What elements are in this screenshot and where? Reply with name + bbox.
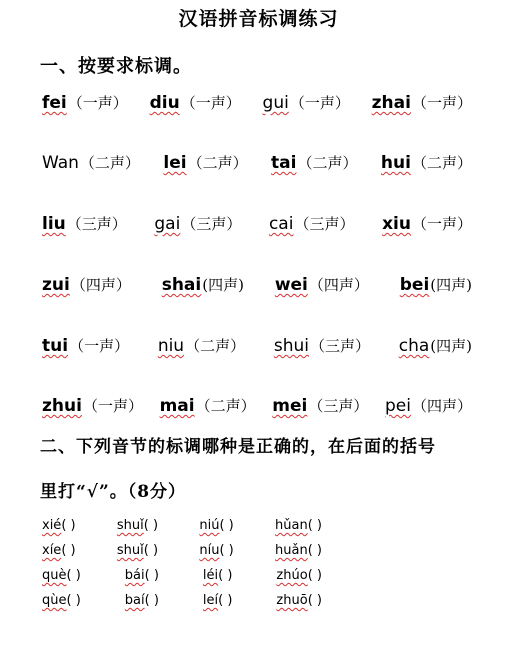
list-item bbox=[117, 518, 158, 533]
list-item bbox=[42, 92, 128, 113]
list-item bbox=[42, 152, 140, 173]
pinyin: niu bbox=[157, 336, 185, 356]
list-item bbox=[372, 92, 472, 113]
pinyin: cai bbox=[268, 214, 294, 234]
list-item bbox=[276, 593, 322, 608]
pinyin: hui bbox=[380, 153, 411, 173]
list-item bbox=[263, 92, 350, 113]
list-item bbox=[272, 395, 368, 416]
syllable: hǔan bbox=[275, 518, 308, 533]
list-item bbox=[125, 593, 159, 608]
pinyin: shai bbox=[161, 275, 202, 295]
pinyin: cha bbox=[398, 336, 430, 356]
pinyin: liu bbox=[42, 214, 66, 234]
tone-label: （二声） bbox=[195, 397, 256, 415]
list-item bbox=[400, 274, 472, 295]
pinyin: lei bbox=[163, 153, 187, 173]
answer-blank[interactable]: ( ) bbox=[307, 593, 322, 608]
list-item bbox=[203, 593, 233, 608]
tone-label: （一声） bbox=[180, 94, 241, 112]
tone-label: （二声） bbox=[411, 154, 472, 172]
choice-row-1 bbox=[42, 518, 322, 533]
syllable: léi bbox=[202, 568, 219, 583]
syllable: huǎn bbox=[275, 543, 308, 558]
tone-label: (四声) bbox=[202, 276, 244, 294]
tone-row-6 bbox=[42, 395, 472, 416]
list-item bbox=[199, 518, 233, 533]
list-item bbox=[125, 568, 159, 583]
syllable: xíe bbox=[42, 543, 62, 558]
list-item bbox=[42, 395, 143, 416]
tone-label: （四声） bbox=[411, 397, 472, 415]
answer-blank[interactable]: ( ) bbox=[307, 543, 322, 558]
answer-blank[interactable]: ( ) bbox=[144, 568, 159, 583]
answer-blank[interactable]: ( ) bbox=[61, 518, 76, 533]
tone-label: （二声） bbox=[185, 337, 246, 355]
pinyin: bei bbox=[399, 275, 430, 295]
list-item bbox=[42, 593, 81, 608]
pinyin: tai bbox=[271, 153, 297, 173]
tone-label: （三声） bbox=[294, 215, 355, 233]
tone-label: （一声） bbox=[411, 94, 472, 112]
tone-row-1 bbox=[42, 92, 472, 113]
page-title: 汉语拼音标调练习 bbox=[178, 8, 339, 30]
list-item bbox=[42, 568, 81, 583]
syllable: shuǐ bbox=[116, 518, 144, 533]
answer-blank[interactable]: ( ) bbox=[218, 593, 233, 608]
answer-blank[interactable]: ( ) bbox=[143, 543, 159, 558]
tone-label: （二声） bbox=[187, 154, 248, 172]
syllable: zhúo bbox=[276, 568, 308, 583]
pinyin: mei bbox=[272, 396, 308, 416]
tone-label: （一声） bbox=[69, 337, 130, 355]
pinyin: xiu bbox=[382, 214, 411, 234]
syllable: bái bbox=[124, 568, 145, 583]
tone-label: （四声） bbox=[70, 276, 131, 294]
tone-label: (四声) bbox=[430, 337, 472, 355]
list-item bbox=[42, 274, 131, 295]
answer-blank[interactable]: ( ) bbox=[307, 568, 322, 583]
list-item bbox=[276, 568, 322, 583]
syllable: baí bbox=[124, 593, 145, 608]
syllable: níu bbox=[199, 543, 220, 558]
tone-label: (四声) bbox=[430, 276, 472, 294]
list-item bbox=[117, 543, 158, 558]
tone-label: （一声） bbox=[67, 94, 128, 112]
answer-blank[interactable]: ( ) bbox=[144, 593, 159, 608]
syllable: qùe bbox=[42, 593, 67, 608]
pinyin: fei bbox=[42, 93, 67, 113]
tone-row-2 bbox=[42, 152, 472, 173]
pinyin: pei bbox=[385, 396, 411, 416]
tone-label: （四声） bbox=[308, 276, 369, 294]
tone-label: （三声） bbox=[309, 337, 370, 355]
pinyin: wei bbox=[274, 275, 308, 295]
choice-row-4 bbox=[42, 593, 322, 608]
choice-row-3 bbox=[42, 568, 322, 583]
list-item bbox=[271, 152, 357, 173]
syllable: niú bbox=[199, 518, 220, 533]
tone-label: （二声） bbox=[297, 154, 358, 172]
choice-grid bbox=[42, 518, 322, 618]
list-item bbox=[42, 213, 127, 234]
tone-label: （三声） bbox=[66, 215, 127, 233]
answer-blank[interactable]: ( ) bbox=[66, 568, 81, 583]
tone-row-3 bbox=[42, 213, 472, 234]
list-item bbox=[42, 543, 76, 558]
list-item bbox=[158, 335, 245, 356]
list-item bbox=[381, 152, 472, 173]
tone-label: （三声） bbox=[308, 397, 369, 415]
syllable: què bbox=[42, 568, 67, 583]
syllable: zhuō bbox=[276, 593, 308, 608]
section1-heading: 一、按要求标调。 bbox=[40, 56, 192, 77]
list-item bbox=[274, 335, 370, 356]
answer-blank[interactable]: ( ) bbox=[218, 568, 233, 583]
pinyin: zhai bbox=[371, 93, 411, 113]
list-item bbox=[199, 543, 233, 558]
choice-row-2 bbox=[42, 543, 322, 558]
list-item bbox=[42, 518, 76, 533]
tone-label: （一声） bbox=[82, 397, 143, 415]
list-item bbox=[162, 274, 244, 295]
tone-row-5 bbox=[42, 335, 472, 356]
pinyin: gai bbox=[154, 214, 181, 234]
list-item bbox=[385, 395, 472, 416]
answer-blank[interactable]: ( ) bbox=[219, 518, 234, 533]
pinyin: tui bbox=[42, 336, 69, 356]
list-item bbox=[150, 92, 241, 113]
list-item bbox=[203, 568, 233, 583]
pinyin: gui bbox=[262, 93, 289, 113]
answer-blank[interactable]: ( ) bbox=[307, 518, 322, 533]
answer-blank[interactable]: ( ) bbox=[143, 518, 159, 533]
pinyin: zhui bbox=[42, 396, 82, 416]
tone-label: （三声） bbox=[181, 215, 242, 233]
pinyin: shui bbox=[273, 336, 309, 356]
tone-label: （一声） bbox=[289, 94, 350, 112]
list-item bbox=[163, 152, 247, 173]
pinyin: zui bbox=[42, 275, 70, 295]
list-item bbox=[154, 213, 241, 234]
list-item bbox=[399, 335, 472, 356]
pinyin: diu bbox=[149, 93, 180, 113]
list-item bbox=[275, 518, 322, 533]
syllable: shuǐ bbox=[116, 543, 144, 558]
answer-blank[interactable]: ( ) bbox=[61, 543, 76, 558]
answer-blank[interactable]: ( ) bbox=[66, 593, 81, 608]
syllable: leí bbox=[202, 593, 219, 608]
list-item bbox=[275, 274, 369, 295]
section2-heading-line2: 里打“√”。（8分） bbox=[40, 482, 187, 502]
syllable: xié bbox=[42, 518, 62, 533]
answer-blank[interactable]: ( ) bbox=[219, 543, 234, 558]
tone-row-4 bbox=[42, 274, 472, 295]
list-item bbox=[382, 213, 472, 234]
list-item bbox=[275, 543, 322, 558]
pinyin: Wan bbox=[42, 153, 79, 173]
pinyin: mai bbox=[159, 396, 195, 416]
list-item bbox=[269, 213, 355, 234]
tone-label: （一声） bbox=[411, 215, 472, 233]
list-item bbox=[42, 335, 129, 356]
list-item bbox=[160, 395, 256, 416]
section2-heading-line1: 二、下列音节的标调哪种是正确的，在后面的括号 bbox=[40, 437, 436, 457]
tone-label: （二声） bbox=[79, 154, 140, 172]
